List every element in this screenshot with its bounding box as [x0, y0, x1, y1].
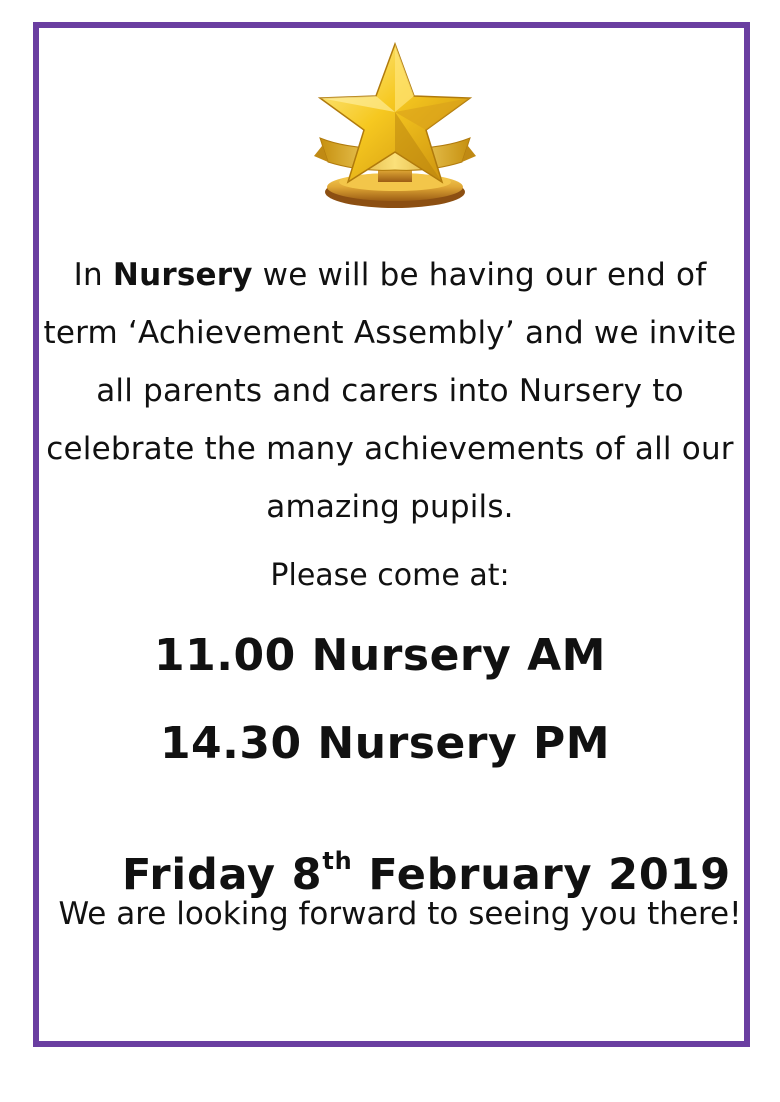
intro-rest: we will be having our end of term ‘Achievement Assembly’ and we invite all parents and carers into Nursery to celebrate the many achievements of all our amazing pupils. [43, 257, 737, 525]
closing-text: We are looking forward to seeing you there! [58, 896, 742, 932]
session-pm: 14.30 Nursery PM [159, 718, 611, 769]
star-trophy-icon [310, 40, 480, 220]
intro-paragraph [40, 246, 740, 536]
intro-prefix: In [73, 257, 103, 293]
date-day: Friday 8 [122, 850, 323, 900]
date-rest: February 2019 [352, 850, 732, 900]
intro-bold-nursery: Nursery [112, 257, 253, 293]
session-am: 11.00 Nursery AM [154, 630, 606, 681]
date-suffix: th [322, 847, 353, 875]
please-come-text: Please come at: [270, 558, 510, 593]
